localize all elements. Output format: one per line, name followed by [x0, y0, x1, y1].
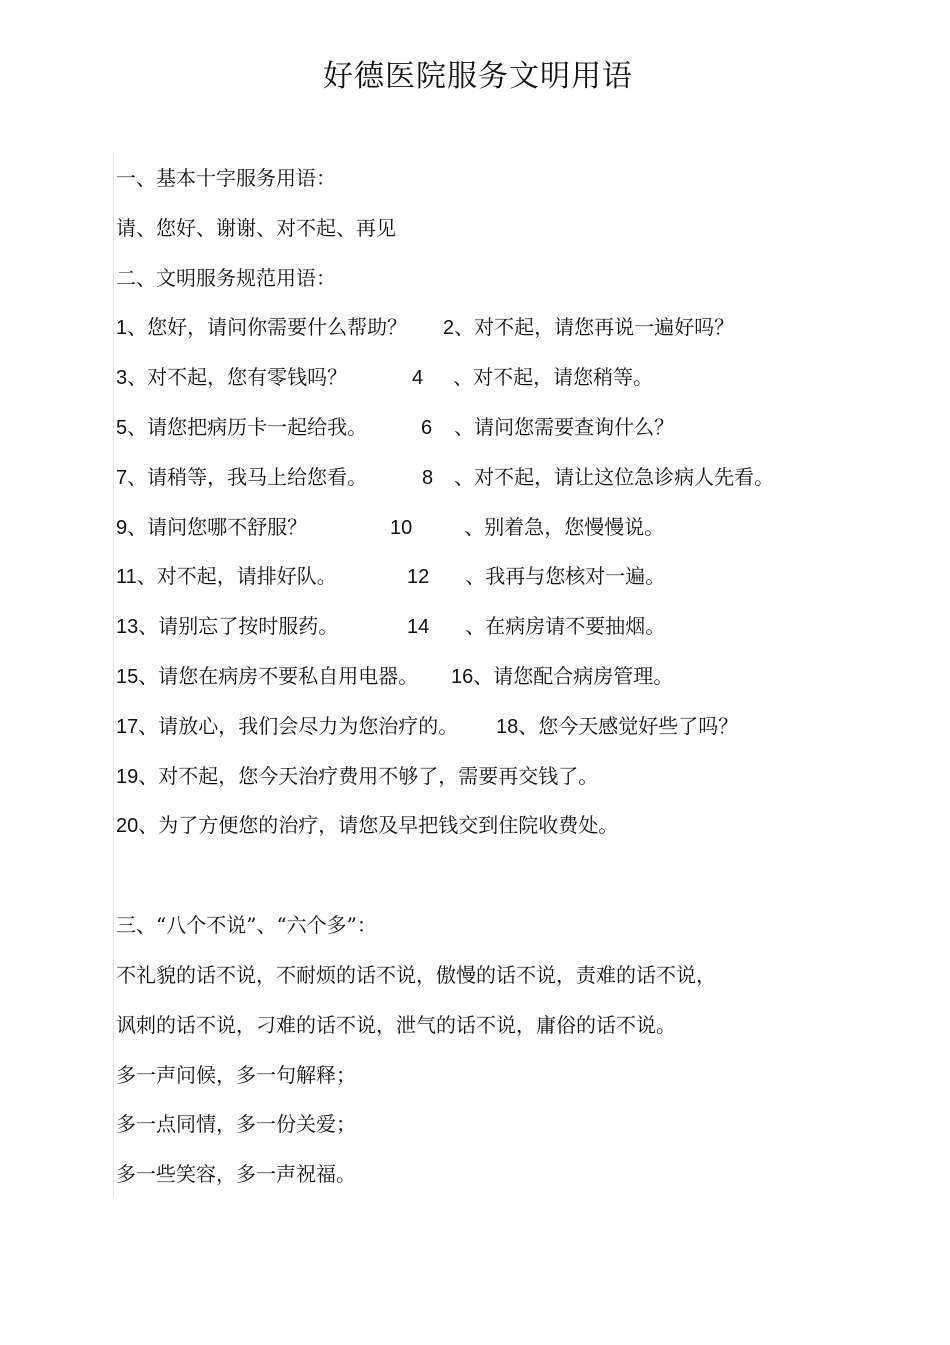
- phrase-item: 17、请放心，我们会尽力为您治疗的。: [116, 713, 459, 738]
- section3-line: 多一些笑容，多一声祝福。: [116, 1162, 356, 1187]
- section3-line: 不礼貌的话不说，不耐烦的话不说，傲慢的话不说，责难的话不说，: [116, 962, 716, 987]
- phrase-item: 12 、我再与您核对一遍。: [407, 564, 666, 589]
- phrase-item: 8 、对不起，请让这位急诊病人先看。: [422, 464, 775, 489]
- phrase-item: 20、为了方便您的治疗，请您及早把钱交到住院收费处。: [116, 813, 619, 838]
- phrase-item: 2、对不起，请您再说一遍好吗？: [443, 315, 735, 340]
- margin-rule: [113, 152, 114, 1197]
- phrase-row: [116, 453, 916, 503]
- section3-line: 讽刺的话不说，刁难的话不说，泄气的话不说，庸俗的话不说。: [116, 1012, 676, 1037]
- phrase-item: 9、请问您哪不舒服？: [116, 514, 308, 539]
- phrase-row: [116, 403, 916, 453]
- phrase-item: 7、请稍等，我马上给您看。: [116, 464, 368, 489]
- section1-heading: 一、基本十字服务用语：: [116, 166, 336, 190]
- phrase-item: 4 、对不起，请您稍等。: [412, 365, 654, 390]
- phrase-row: [116, 552, 916, 602]
- document-body: [116, 154, 916, 1200]
- phrase-row: [116, 303, 916, 353]
- section2-heading: 二、文明服务规范用语：: [116, 265, 336, 290]
- phrase-item: 3、对不起，您有零钱吗？: [116, 365, 348, 390]
- section-gap: [116, 851, 916, 901]
- phrase-item: 5、请您把病历卡一起给我。: [116, 414, 368, 439]
- section3-line: 多一声问候，多一句解释；: [116, 1062, 356, 1087]
- section3-line: 多一点同情，多一份关爱；: [116, 1112, 356, 1137]
- phrase-row: [116, 602, 916, 652]
- section3-heading: 三、“八个不说”、“六个多”：: [116, 913, 377, 938]
- section1-content: 请、您好、谢谢、对不起、再见: [116, 215, 396, 240]
- phrase-item: 15、请您在病房不要私自用电器。: [116, 663, 419, 688]
- phrase-item: 6 、请问您需要查询什么？: [421, 414, 675, 439]
- phrase-item: 10 、别着急，您慢慢说。: [390, 514, 665, 539]
- phrase-item: 19、对不起，您今天治疗费用不够了，需要再交钱了。: [116, 763, 599, 788]
- phrase-row: [116, 353, 916, 403]
- phrase-item: 14 、在病房请不要抽烟。: [407, 614, 666, 639]
- phrase-item: 16、请您配合病房管理。: [451, 663, 674, 688]
- phrase-item: 13、请别忘了按时服药。: [116, 614, 339, 639]
- phrase-row: [116, 702, 916, 752]
- phrase-item: 11、对不起，请排好队。: [116, 564, 337, 589]
- phrase-item: 1、您好，请问你需要什么帮助？: [116, 315, 408, 340]
- phrase-row: [116, 503, 916, 553]
- phrase-item: 18、您今天感觉好些了吗？: [496, 713, 739, 738]
- phrase-row: [116, 652, 916, 702]
- document-title: 好德医院服务文明用语: [323, 59, 633, 94]
